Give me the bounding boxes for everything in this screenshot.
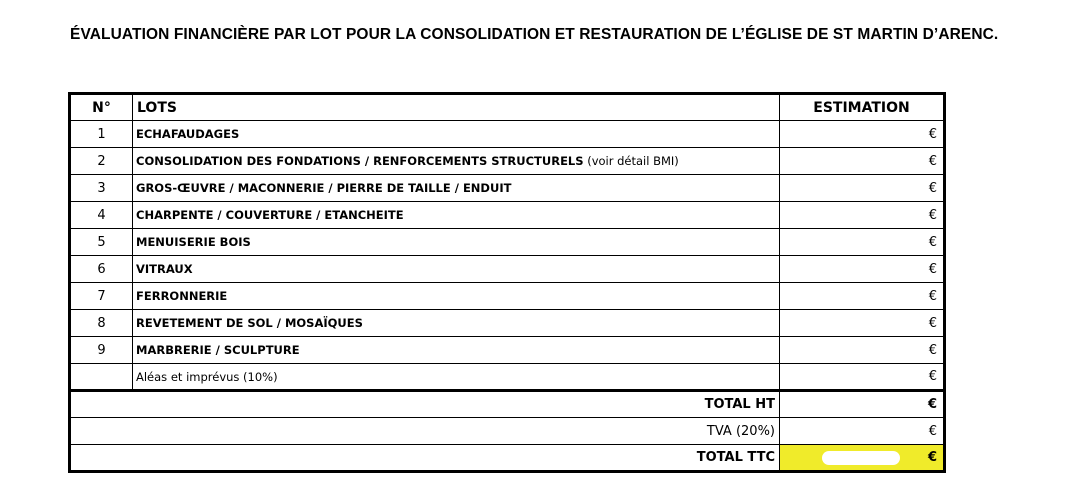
lot-number: 9 [70, 337, 133, 364]
lot-row [70, 256, 945, 283]
lot-estimation: € [780, 175, 945, 202]
estimation-table [68, 92, 946, 473]
lot-row [70, 337, 945, 364]
lot-title: GROS-ŒUVRE / MACONNERIE / PIERRE DE TAILLE / ENDUIT [136, 181, 512, 195]
lot-label [133, 229, 780, 256]
tva-amount: € [780, 418, 945, 445]
lot-title: MENUISERIE BOIS [136, 235, 251, 249]
lot-estimation: € [780, 310, 945, 337]
lot-detail: (voir détail BMI) [583, 154, 679, 168]
total-ht-label: TOTAL HT [70, 391, 780, 418]
header-estimation: ESTIMATION [780, 94, 945, 121]
lot-estimation: € [780, 256, 945, 283]
lot-rows [70, 121, 945, 364]
lot-title: ECHAFAUDAGES [136, 127, 240, 141]
lot-estimation: € [780, 283, 945, 310]
tva-row [70, 418, 945, 445]
lot-label [133, 256, 780, 283]
total-ttc-currency: € [927, 450, 937, 465]
total-ttc-amount [780, 445, 945, 472]
total-ht-amount: € [780, 391, 945, 418]
lot-row [70, 229, 945, 256]
lot-row [70, 175, 945, 202]
lot-number: 4 [70, 202, 133, 229]
lot-label [133, 310, 780, 337]
lot-row [70, 148, 945, 175]
lot-label [133, 148, 780, 175]
total-ttc-label: TOTAL TTC [70, 445, 780, 472]
lot-estimation: € [780, 202, 945, 229]
contingency-amount: € [780, 364, 945, 391]
lot-row [70, 283, 945, 310]
lot-number: 1 [70, 121, 133, 148]
lot-number: 2 [70, 148, 133, 175]
lot-title: REVETEMENT DE SOL / MOSAÏQUES [136, 316, 363, 330]
lot-row [70, 202, 945, 229]
lot-number: 7 [70, 283, 133, 310]
lot-title: FERRONNERIE [136, 289, 228, 303]
lot-label [133, 283, 780, 310]
lot-label [133, 121, 780, 148]
table-header-row [70, 94, 945, 121]
lot-number: 5 [70, 229, 133, 256]
lot-title: MARBRERIE / SCULPTURE [136, 343, 300, 357]
header-num: N° [70, 94, 133, 121]
contingency-num [70, 364, 133, 391]
lot-number: 3 [70, 175, 133, 202]
contingency-row [70, 364, 945, 391]
total-ht-row [70, 391, 945, 418]
lot-title: VITRAUX [136, 262, 193, 276]
lot-label [133, 202, 780, 229]
lot-title: CHARPENTE / COUVERTURE / ETANCHEITE [136, 208, 404, 222]
header-lots: LOTS [133, 94, 780, 121]
tva-label: TVA (20%) [70, 418, 780, 445]
lot-title: CONSOLIDATION DES FONDATIONS / RENFORCEMENTS STRUCTURELS [136, 154, 584, 168]
contingency-label: Aléas et imprévus (10%) [133, 364, 780, 391]
redacted-value [822, 451, 900, 465]
document-title: ÉVALUATION FINANCIÈRE PAR LOT POUR LA CONSOLIDATION ET RESTAURATION DE L’ÉGLISE DE ST MARTIN D’ARENC. [70, 26, 999, 43]
total-ttc-row [70, 445, 945, 472]
lot-estimation: € [780, 337, 945, 364]
lot-label [133, 337, 780, 364]
lot-estimation: € [780, 229, 945, 256]
lot-number: 6 [70, 256, 133, 283]
lot-label [133, 175, 780, 202]
lot-estimation: € [780, 148, 945, 175]
lot-row [70, 310, 945, 337]
lot-row [70, 121, 945, 148]
lot-number: 8 [70, 310, 133, 337]
lot-estimation: € [780, 121, 945, 148]
